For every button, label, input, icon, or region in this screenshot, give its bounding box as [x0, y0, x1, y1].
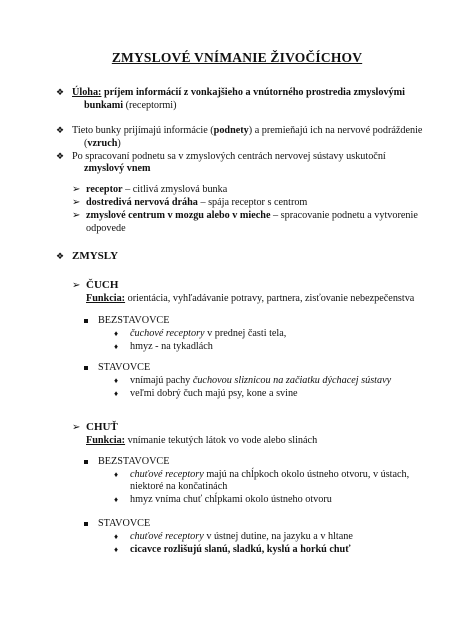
- cuch-bezstavovce-heading: BEZSTAVOVCE: [98, 315, 170, 326]
- arrow1-rest: – spája receptor s centrom: [197, 197, 308, 208]
- cuch-heading: ČUCH: [86, 279, 119, 291]
- diamond-bullet-icon: ❖: [56, 151, 65, 161]
- intro-line-1b: [84, 99, 177, 112]
- diamond-bullet-icon: ❖: [56, 251, 65, 261]
- square-bullet-icon: [84, 366, 88, 370]
- arrow-bullet-icon: ➢: [72, 184, 81, 195]
- diamond-small-bullet-icon: ♦: [114, 545, 119, 554]
- arrow0-rest: – citlivá zmyslová bunka: [122, 184, 228, 195]
- square-bullet-icon: [84, 460, 88, 464]
- cuch-stav-item1-italic: čuchovou sliznicou na začiatku dýchacej sústavy: [192, 375, 392, 386]
- chut-function: [86, 434, 317, 447]
- chut-heading: CHUŤ: [86, 421, 118, 433]
- intro2-pre: Tieto bunky prijímajú informácie (: [72, 125, 214, 136]
- cuch-stav-item1-pre: vnímajú pachy: [130, 375, 193, 386]
- chut-stav-item1-italic: chuťové receptory: [130, 531, 204, 542]
- diamond-small-bullet-icon: ♦: [114, 376, 119, 385]
- uloha-text-2: bunkami: [84, 100, 124, 111]
- diamond-small-bullet-icon: ♦: [114, 470, 119, 479]
- intro-line-3b: zmyslový vnem: [84, 163, 151, 174]
- arrow-item-draha: [86, 196, 307, 209]
- cuch-bez-item-1: [130, 327, 286, 340]
- arrow-bullet-icon: ➢: [72, 280, 81, 291]
- cuch-func-text: orientácia, vyhľadávanie potravy, partnera, zisťovanie nebezpečenstva: [125, 293, 415, 304]
- diamond-small-bullet-icon: ♦: [114, 389, 119, 398]
- diamond-small-bullet-icon: ♦: [114, 495, 119, 504]
- chut-func-label: Funkcia:: [86, 435, 126, 446]
- cuch-stavovce-heading: STAVOVCE: [98, 362, 151, 373]
- chut-bez-item-1b: niektoré na končatinách: [130, 481, 228, 492]
- arrow-bullet-icon: ➢: [72, 197, 81, 208]
- arrow2-bold: zmyslové centrum v mozgu alebo v mieche: [86, 210, 271, 221]
- intro-line-2: [72, 124, 422, 137]
- arrow0-bold: receptor: [86, 184, 123, 195]
- square-bullet-icon: [84, 319, 88, 323]
- page-title: ZMYSLOVÉ VNÍMANIE ŽIVOČÍCHOV: [111, 50, 363, 65]
- cuch-func-label: Funkcia:: [86, 293, 126, 304]
- cuch-bez-item1-rest: v prednej časti tela,: [204, 328, 287, 339]
- chut-bez-item1-rest: majú na chĺpkoch okolo ústneho otvoru, v ústach,: [203, 469, 410, 480]
- chut-func-text: vnímanie tekutých látok vo vode alebo slinách: [125, 435, 318, 446]
- cuch-bez-item-2: hmyz - na tykadlách: [130, 341, 213, 352]
- cuch-stav-item-2: veľmi dobrý čuch majú psy, kone a svine: [130, 388, 298, 399]
- cuch-bez-item1-italic: čuchové receptory: [130, 328, 205, 339]
- cuch-stav-item-1: [130, 374, 391, 387]
- chut-stav-item1-rest: v ústnej dutine, na jazyku a v hltane: [203, 531, 353, 542]
- intro-line-3: Po spracovaní podnetu sa v zmyslových centrách nervovej sústavy uskutoční: [72, 151, 386, 162]
- diamond-small-bullet-icon: ♦: [114, 329, 119, 338]
- chut-stav-item-2: cicavce rozlišujú slanú, sladkú, kyslú a horkú chuť: [130, 544, 351, 555]
- arrow2-rest: – spracovanie podnetu a vytvorenie: [270, 210, 418, 221]
- chut-stav-item-1: [130, 530, 353, 543]
- intro2-l2-pre: (: [84, 138, 88, 149]
- intro2-mid: ) a premieňajú ich na nervové podráždenie: [248, 125, 423, 136]
- chut-stavovce-heading: STAVOVCE: [98, 518, 151, 529]
- intro2-bold: podnety: [213, 125, 249, 136]
- chut-bezstavovce-heading: BEZSTAVOVCE: [98, 456, 170, 467]
- cuch-function: [86, 292, 414, 305]
- arrow1-bold: dostredivá nervová dráha: [86, 197, 198, 208]
- arrow-item-centrum-2: odpovede: [86, 223, 126, 234]
- section-heading: ZMYSLY: [72, 250, 119, 262]
- arrow-item-centrum: [86, 209, 418, 222]
- arrow-bullet-icon: ➢: [72, 422, 81, 433]
- uloha-label: Úloha:: [72, 87, 102, 98]
- arrow-bullet-icon: ➢: [72, 210, 81, 221]
- chut-bez-item1-italic: chuťové receptory: [130, 469, 204, 480]
- uloha-text: príjem informácií z vonkajšieho a vnútorného prostredia zmyslovými: [101, 87, 405, 98]
- arrow-item-receptor: [86, 183, 227, 196]
- intro-line-1: [72, 86, 405, 99]
- diamond-bullet-icon: ❖: [56, 125, 65, 135]
- diamond-bullet-icon: ❖: [56, 87, 65, 97]
- chut-bez-item-2: hmyz vníma chuť chĺpkami okolo ústneho otvoru: [130, 494, 332, 505]
- uloha-text-3: (receptormi): [123, 100, 177, 111]
- intro-line-2b: [84, 137, 121, 150]
- diamond-small-bullet-icon: ♦: [114, 342, 119, 351]
- square-bullet-icon: [84, 522, 88, 526]
- intro2-l2-post: ): [117, 138, 121, 149]
- diamond-small-bullet-icon: ♦: [114, 532, 119, 541]
- intro2-l2-bold: vzruch: [87, 138, 118, 149]
